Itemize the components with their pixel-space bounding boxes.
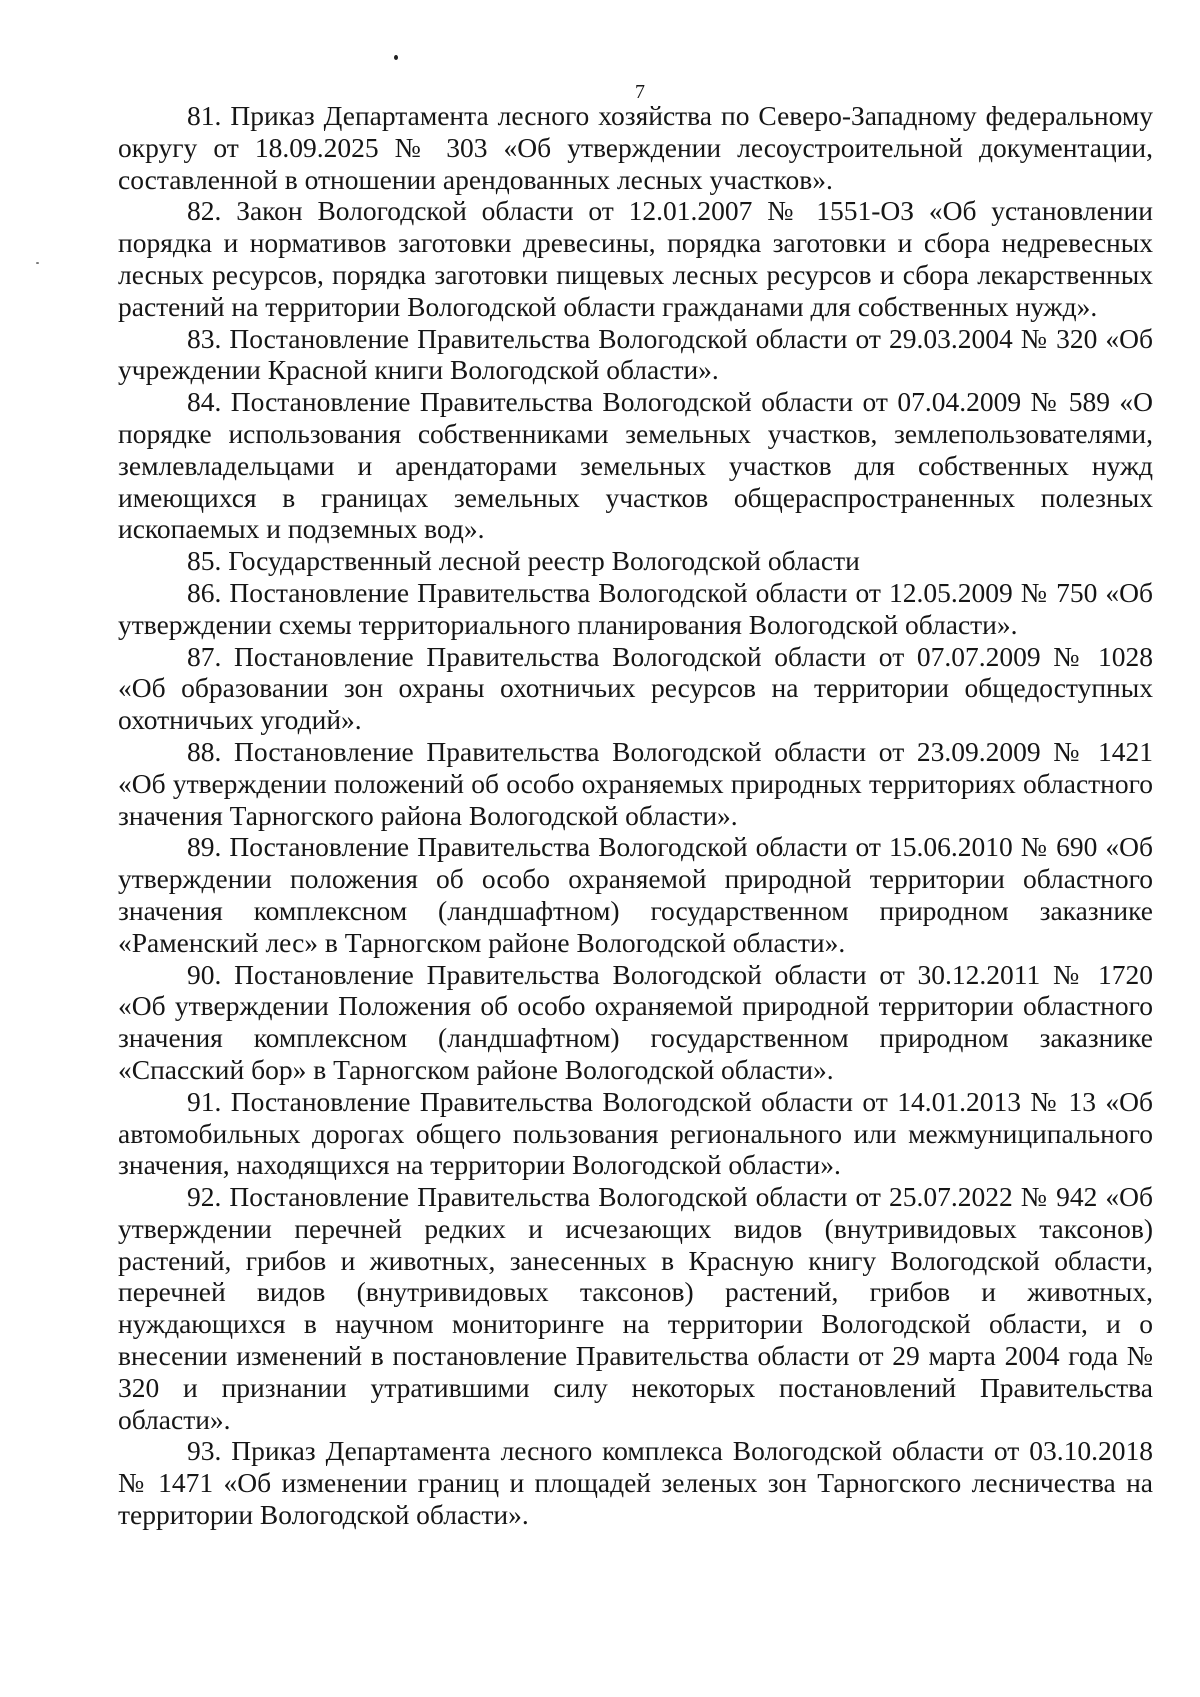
list-item: 81. Приказ Департамента лесного хозяйства по Северо-Западному федеральному округу от 18.09.2025 № 303 «Об утверждении лесоустроительной документации, составленной в отношении арендованных лесных участков». (118, 100, 1153, 195)
list-item: 93. Приказ Департамента лесного комплекса Вологодской области от 03.10.2018 № 1471 «Об изменении границ и площадей зеленых зон Тарногского лесничества на территории Вологодской области». (118, 1435, 1153, 1531)
list-item: 88. Постановление Правительства Вологодской области от 23.09.2009 № 1421 «Об утверждении положений об особо охраняемых природных территориях областного значения Тарногского района Вологодской области». (118, 735, 1153, 831)
list-item: 87. Постановление Правительства Вологодской области от 07.07.2009 № 1028 «Об образовании зон охраны охотничьих ресурсов на территории общедоступных охотничьих угодий». (118, 640, 1153, 736)
list-item: 92. Постановление Правительства Вологодской области от 25.07.2022 № 942 «Об утверждении перечней редких и исчезающих видов (внутривидовых таксонов) растений, грибов и животных, занесенных в Красную книгу Вологодской области, перечней видов (внутривидовых таксонов) растений, грибов и животных, нуждающихся в научном мониторинге на территории Вологодской области, и о внесении изменений в постановление Правительства области от 29 марта 2004 года № 320 и признании утратившими силу некоторых постановлений Правительства области». (118, 1181, 1153, 1435)
list-item: 89. Постановление Правительства Вологодской области от 15.06.2010 № 690 «Об утверждении положения об особо охраняемой природной территории областного значения комплексном (ландшафтном) государственном природном заказнике «Раменский лес» в Тарногском районе Вологодской области». (118, 831, 1153, 958)
list-item: 86. Постановление Правительства Вологодской области от 12.05.2009 № 750 «Об утверждении схемы территориального планирования Вологодской области». (118, 576, 1153, 640)
list-item: 82. Закон Вологодской области от 12.01.2007 № 1551-ОЗ «Об установлении порядка и нормативов заготовки древесины, порядка заготовки и сбора недревесных лесных ресурсов, порядка заготовки пищевых лесных ресурсов и сбора лекарственных растений на территории Вологодской области гражданами для собственных нужд». (118, 195, 1153, 322)
scan-speck (36, 262, 39, 264)
list-item: 83. Постановление Правительства Вологодской области от 29.03.2004 № 320 «Об учреждении Красной книги Вологодской области». (118, 322, 1153, 386)
list-item: 91. Постановление Правительства Вологодской области от 14.01.2013 № 13 «Об автомобильных дорогах общего пользования регионального или межмуниципального значения, находящихся на территории Вологодской области». (118, 1085, 1153, 1181)
page-number: 7 (635, 81, 645, 103)
list-item: 85. Государственный лесной реестр Вологодской области (187, 545, 860, 577)
reference-list (118, 100, 1153, 1531)
list-item: 90. Постановление Правительства Вологодской области от 30.12.2011 № 1720 «Об утверждении Положения об особо охраняемой природной территории областного значения комплексном (ландшафтном) государственном природном заказнике «Спасский бор» в Тарногском районе Вологодской области». (118, 958, 1153, 1085)
scan-speck (394, 55, 398, 60)
list-item: 84. Постановление Правительства Вологодской области от 07.04.2009 № 589 «О порядке использования собственниками земельных участков, землепользователями, землевладельцами и арендаторами земельных участков для собственных нужд имеющихся в границах земельных участков общераспространенных полезных ископаемых и подземных вод». (118, 386, 1153, 545)
